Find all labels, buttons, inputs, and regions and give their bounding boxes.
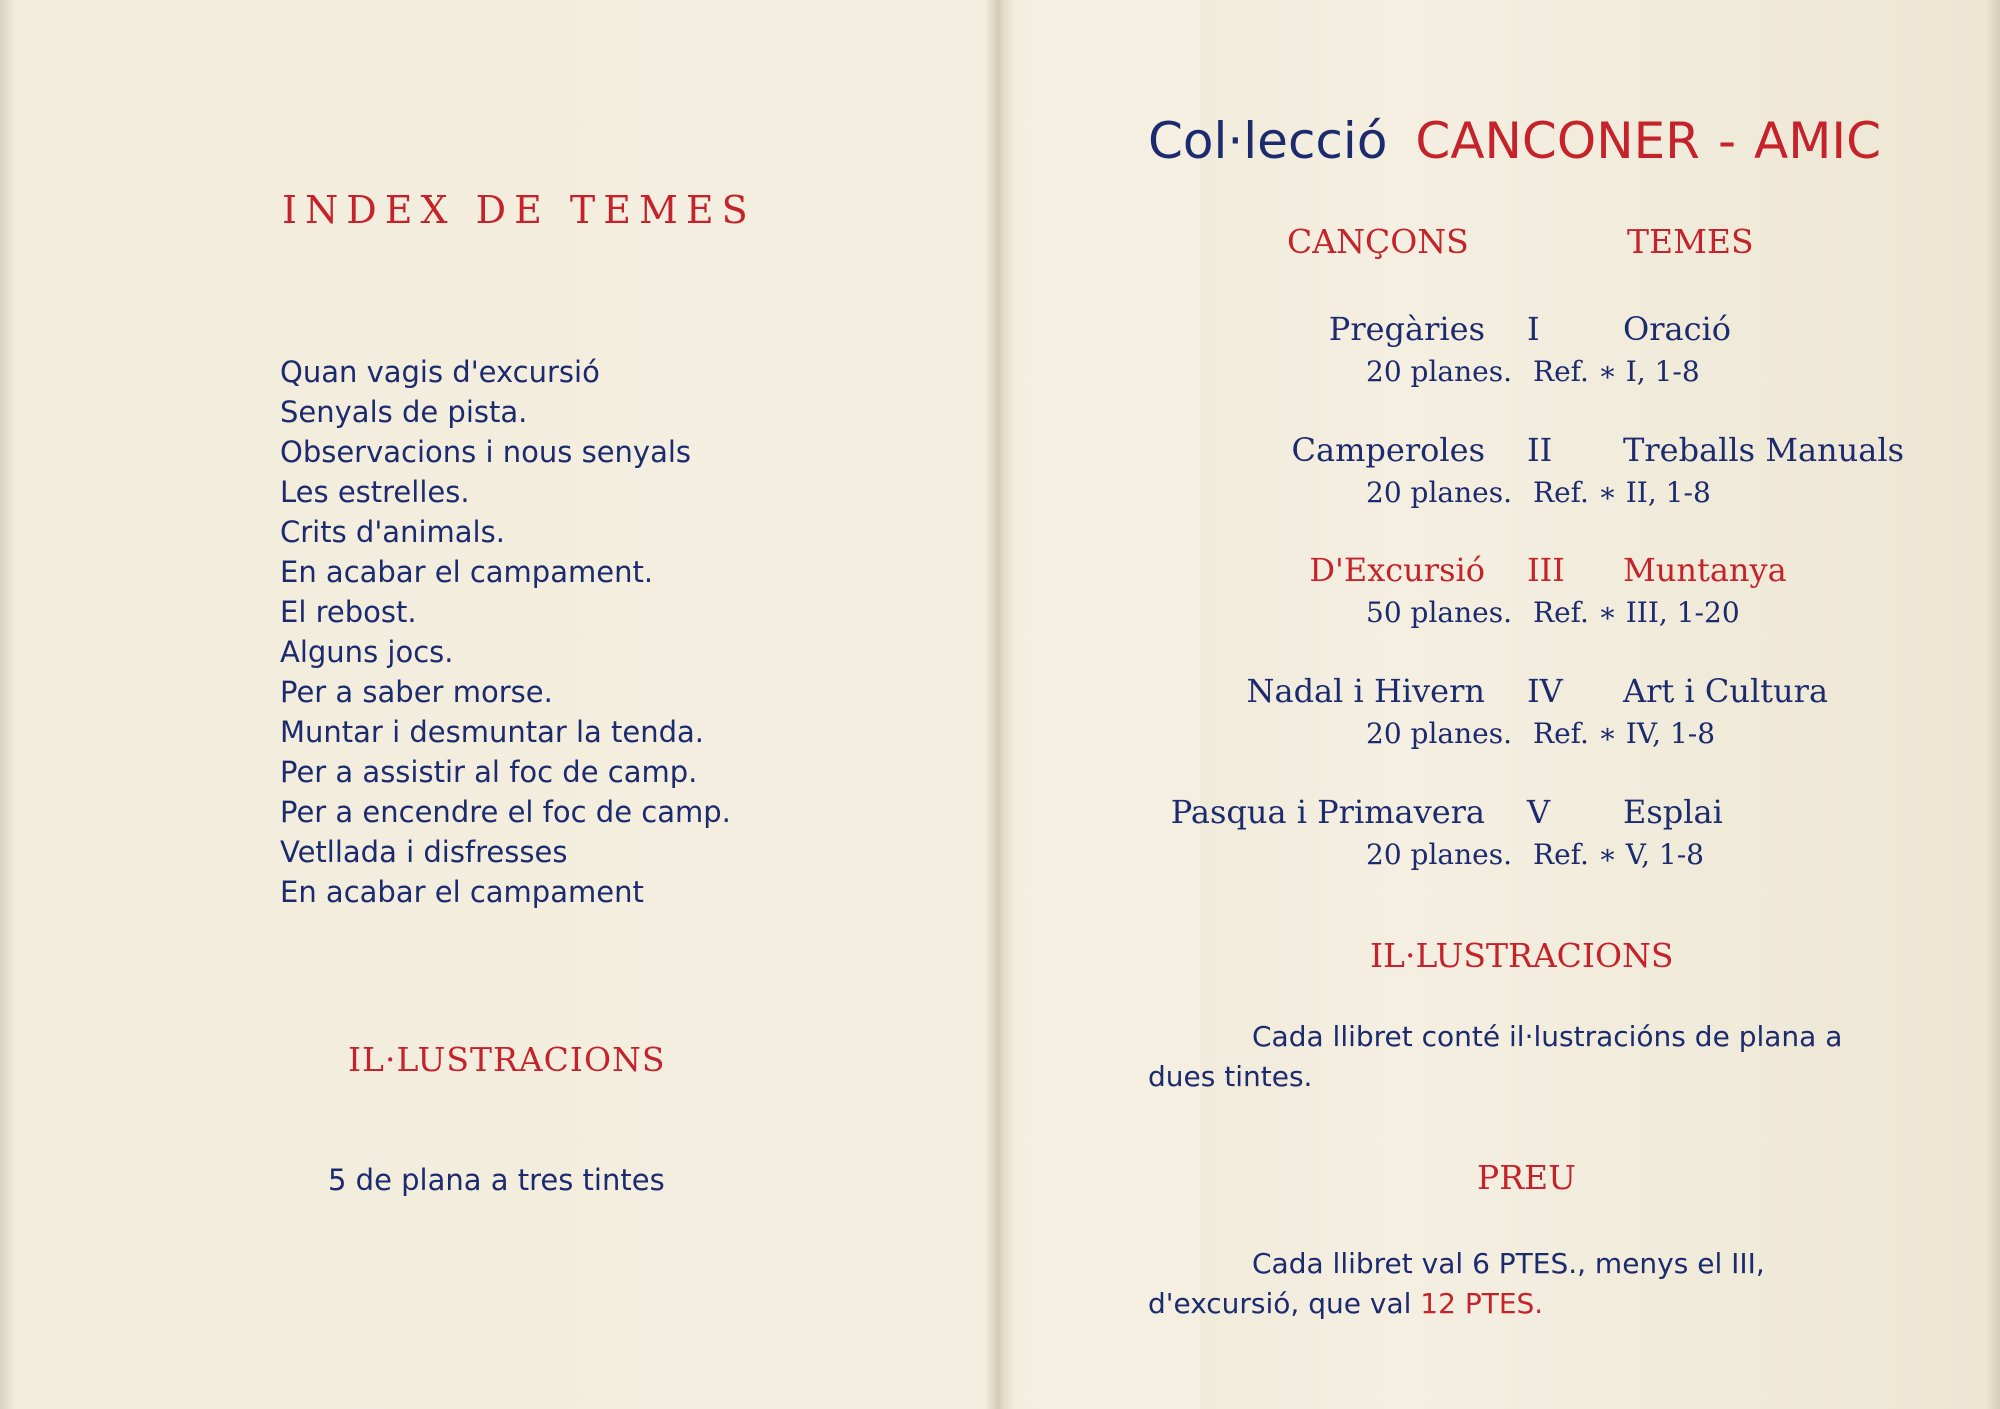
list-item: Muntar i desmuntar la tenda. (280, 715, 705, 749)
series-name: Nadal i Hivern (1246, 672, 1485, 710)
illustrations-text: 5 de plana a tres tintes (328, 1163, 665, 1197)
list-item: Alguns jocs. (280, 635, 454, 669)
series-theme: Muntanya (1623, 551, 1787, 589)
series-name: Pregàries (1328, 310, 1485, 348)
series-row (1005, 793, 2000, 883)
left-page (0, 0, 995, 1409)
series-pages: 20 planes. (1366, 476, 1512, 509)
list-item: Per a encendre el foc de camp. (280, 795, 731, 829)
series-name: Camperoles (1291, 431, 1485, 469)
collection-word: Col·lecció (1148, 112, 1388, 170)
series-row (1005, 551, 2000, 641)
index-title: INDEX DE TEMES (282, 188, 756, 232)
list-item: Quan vagis d'excursió (280, 355, 600, 389)
right-page (1005, 0, 2000, 1409)
illustrations-heading: IL·LUSTRACIONS (348, 1040, 666, 1079)
series-number: II (1527, 431, 1553, 469)
price-text-main: Cada llibret val 6 PTES., menys el III, d'excursió, que val (1148, 1247, 1765, 1320)
series-ref: Ref. ∗ I, 1-8 (1533, 355, 1700, 388)
list-item: Crits d'animals. (280, 515, 505, 549)
price-heading: PREU (1477, 1158, 1576, 1197)
songs-column-header: CANÇONS (1287, 222, 1469, 261)
series-name: Pasqua i Primavera (1170, 793, 1485, 831)
series-number: I (1527, 310, 1540, 348)
list-item: Senyals de pista. (280, 395, 528, 429)
series-theme: Esplai (1623, 793, 1723, 831)
series-ref: Ref. ∗ II, 1-8 (1533, 476, 1711, 509)
series-number: V (1527, 793, 1551, 831)
topics-list (280, 352, 731, 912)
list-item: Les estrelles. (280, 475, 470, 509)
series-ref: Ref. ∗ III, 1-20 (1533, 596, 1740, 629)
list-item: Vetllada i disfresses (280, 835, 568, 869)
series-row (1005, 431, 2000, 521)
collection-name-part-2: AMIC (1753, 112, 1881, 170)
series-ref: Ref. ∗ IV, 1-8 (1533, 717, 1716, 750)
series-row (1005, 310, 2000, 400)
price-amount: 12 PTES. (1420, 1287, 1544, 1320)
series-number: III (1527, 551, 1565, 589)
list-item: Per a assistir al foc de camp. (280, 755, 698, 789)
series-pages: 20 planes. (1366, 355, 1512, 388)
illustrations-text: Cada llibret conté il·lustracións de plana a dues tintes. (1148, 1020, 1843, 1093)
list-item: En acabar el campament (280, 875, 644, 909)
illustrations-heading: IL·LUSTRACIONS (1370, 936, 1674, 975)
series-pages: 20 planes. (1366, 717, 1512, 750)
list-item: Observacions i nous senyals (280, 435, 692, 469)
series-ref: Ref. ∗ V, 1-8 (1533, 838, 1704, 871)
collection-title (1148, 112, 1881, 170)
list-item: Per a saber morse. (280, 675, 553, 709)
series-pages: 20 planes. (1366, 838, 1512, 871)
list-item: El rebost. (280, 595, 417, 629)
series-pages: 50 planes. (1366, 596, 1512, 629)
series-theme: Oració (1623, 310, 1732, 348)
themes-column-header: TEMES (1627, 222, 1754, 261)
list-item: En acabar el campament. (280, 555, 654, 589)
price-text (1148, 1244, 1918, 1324)
collection-separator: - (1717, 112, 1736, 170)
series-theme: Art i Cultura (1623, 672, 1829, 710)
series-number: IV (1527, 672, 1563, 710)
series-row (1005, 672, 2000, 762)
collection-name-part-1: CANCONER (1415, 112, 1700, 170)
series-name: D'Excursió (1309, 551, 1485, 589)
series-theme: Treballs Manuals (1623, 431, 1904, 469)
